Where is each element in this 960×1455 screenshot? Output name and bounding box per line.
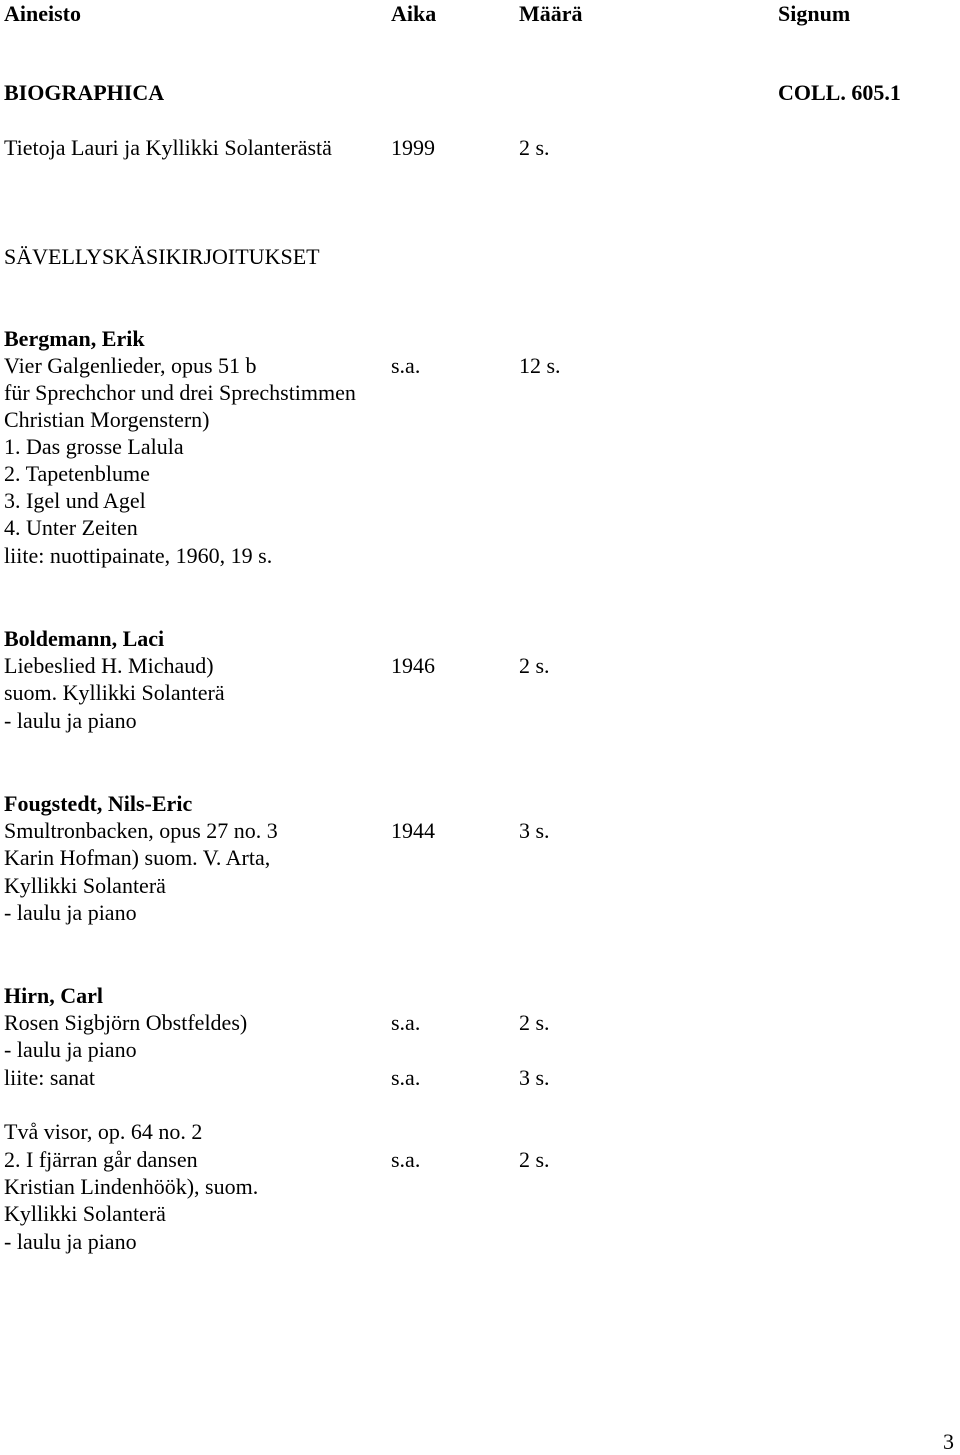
header-time: Aika	[391, 1, 437, 26]
hirn-time: s.a.	[391, 1010, 421, 1035]
hirn-amount: 2 s.	[519, 1010, 550, 1035]
hirn-appendix-time: s.a.	[391, 1065, 421, 1090]
composer-bergman: Bergman, Erik	[4, 326, 145, 351]
header-amount: Määrä	[519, 1, 583, 26]
hirn-work2-line: Kyllikki Solanterä	[4, 1201, 166, 1226]
bergman-line: 1. Das grosse Lalula	[4, 434, 184, 459]
bergman-line: 4. Unter Zeiten	[4, 515, 138, 540]
composer-hirn: Hirn, Carl	[4, 983, 103, 1008]
fougstedt-line: - laulu ja piano	[4, 900, 137, 925]
header-material: Aineisto	[4, 1, 81, 26]
composer-fougstedt: Fougstedt, Nils-Eric	[4, 791, 193, 816]
page-number: 3	[943, 1429, 954, 1454]
bergman-work: Vier Galgenlieder, opus 51 b	[4, 353, 257, 378]
header-signum: Signum	[778, 1, 851, 26]
bergman-appendix: liite: nuottipainate, 1960, 19 s.	[4, 543, 273, 568]
hirn-work2-part: 2. I fjärran går dansen	[4, 1147, 198, 1172]
hirn-work2-time: s.a.	[391, 1147, 421, 1172]
fougstedt-time: 1944	[391, 818, 435, 843]
fougstedt-work: Smultronbacken, opus 27 no. 3	[4, 818, 278, 843]
hirn-work: Rosen Sigbjörn Obstfeldes)	[4, 1010, 248, 1035]
bergman-line: für Sprechchor und drei Sprechstimmen	[4, 380, 356, 405]
biographica-item-time: 1999	[391, 135, 435, 160]
bergman-line: 3. Igel und Agel	[4, 488, 146, 513]
bergman-line: 2. Tapetenblume	[4, 461, 150, 486]
boldemann-time: 1946	[391, 653, 435, 678]
biographica-item-title: Tietoja Lauri ja Kyllikki Solanterästä	[4, 135, 332, 160]
hirn-work2-amount: 2 s.	[519, 1147, 550, 1172]
biographica-title: BIOGRAPHICA	[4, 80, 165, 105]
composer-boldemann: Boldemann, Laci	[4, 626, 165, 651]
hirn-work2: Två visor, op. 64 no. 2	[4, 1119, 203, 1144]
hirn-work2-line: Kristian Lindenhöök), suom.	[4, 1174, 259, 1199]
fougstedt-line: Karin Hofman) suom. V. Arta,	[4, 845, 271, 870]
hirn-appendix: liite: sanat	[4, 1065, 96, 1090]
biographica-signum: COLL. 605.1	[778, 80, 901, 105]
bergman-amount: 12 s.	[519, 353, 561, 378]
hirn-work2-line: - laulu ja piano	[4, 1229, 137, 1254]
manuscripts-title: SÄVELLYSKÄSIKIRJOITUKSET	[4, 244, 320, 269]
boldemann-line: - laulu ja piano	[4, 708, 137, 733]
boldemann-line: suom. Kyllikki Solanterä	[4, 680, 225, 705]
bergman-time: s.a.	[391, 353, 421, 378]
biographica-item-amount: 2 s.	[519, 135, 550, 160]
hirn-appendix-amount: 3 s.	[519, 1065, 550, 1090]
fougstedt-amount: 3 s.	[519, 818, 550, 843]
boldemann-work: Liebeslied H. Michaud)	[4, 653, 214, 678]
hirn-line: - laulu ja piano	[4, 1037, 137, 1062]
boldemann-amount: 2 s.	[519, 653, 550, 678]
fougstedt-line: Kyllikki Solanterä	[4, 873, 166, 898]
bergman-line: Christian Morgenstern)	[4, 407, 210, 432]
